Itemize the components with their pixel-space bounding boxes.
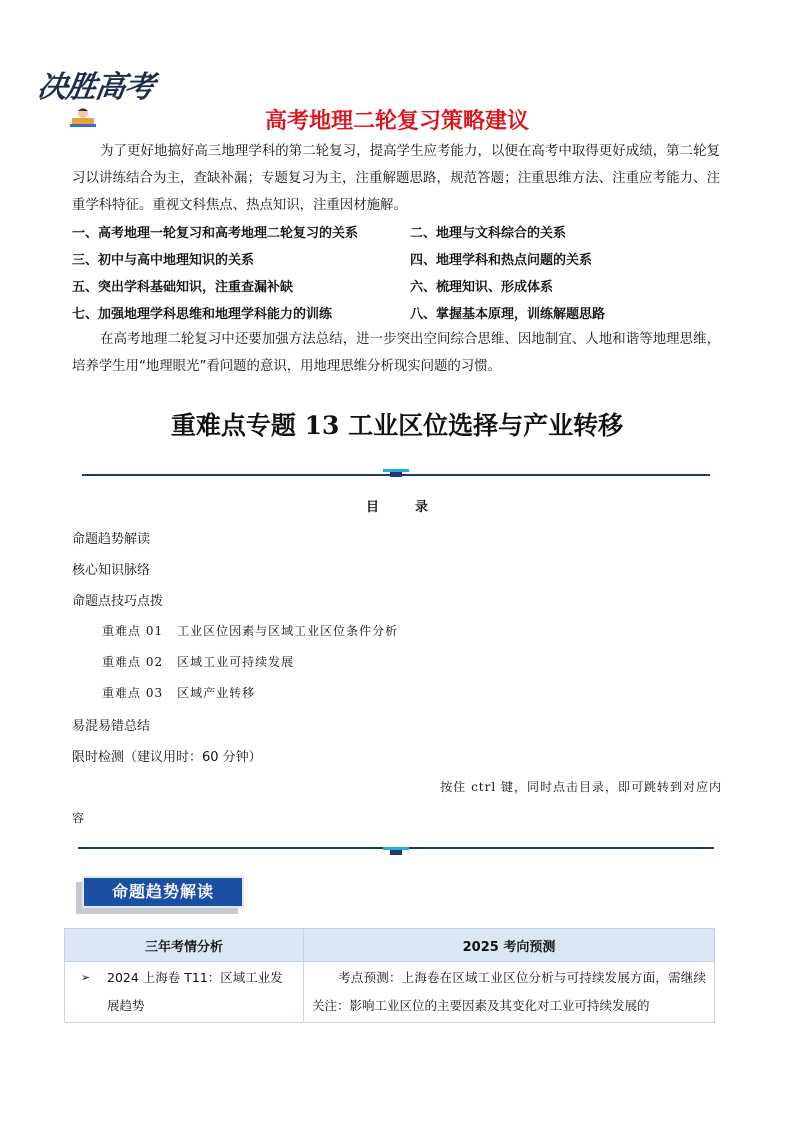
- intro-paragraph: [72, 138, 720, 219]
- toc-sub-title: 区域产业转移: [177, 686, 256, 700]
- forecast-text: 考点预测：上海卷在区域工业区位分析与可持续发展方面，需继续关注：影响工业区位的主要因素及其变化对工业可持续发展的: [312, 970, 706, 1013]
- divider-ornament: [383, 469, 409, 477]
- toc-link-mistakes[interactable]: 易混易错总结: [72, 719, 151, 734]
- exam-item: 2024 上海卷 T11：区域工业发展趋势: [107, 970, 283, 1013]
- toc-note-line2: 容: [72, 811, 86, 825]
- strategy-item: 一、高考地理一轮复习和高考地理二轮复习的关系: [72, 226, 359, 241]
- table-cell: [65, 962, 304, 1023]
- toc-sub-label: 重难点 02: [102, 655, 164, 669]
- toc-sub-label: 重难点 03: [102, 686, 164, 700]
- strategy-row: [72, 272, 732, 299]
- toc-link-skills[interactable]: 命题点技巧点拨: [72, 594, 164, 609]
- table-header: 三年考情分析: [65, 929, 304, 962]
- toc-link-trend[interactable]: 命题趋势解读: [72, 532, 151, 547]
- toc-link-point-01[interactable]: [102, 622, 398, 639]
- strategy-row: [72, 299, 732, 326]
- strategy-item: 八、掌握基本原理，训练解题思路: [410, 307, 606, 322]
- toc-heading: [0, 496, 794, 515]
- divider-ornament: [383, 847, 409, 855]
- toc-heading-char: 录: [415, 500, 429, 515]
- closing-paragraph: [72, 326, 720, 380]
- toc-link-point-02[interactable]: [102, 653, 294, 670]
- toc-heading-char: 目: [365, 500, 379, 515]
- strategy-item: 六、梳理知识、形成体系: [410, 280, 554, 295]
- toc-sub-title: 工业区位因素与区域工业区位条件分析: [177, 624, 399, 638]
- section-badge: [76, 876, 244, 914]
- section-badge-label: 命题趋势解读: [82, 876, 244, 908]
- toc-link-knowledge[interactable]: 核心知识脉络: [72, 563, 151, 578]
- main-title: 高考地理二轮复习策略建议: [264, 109, 529, 134]
- table-header: 2025 考向预测: [304, 929, 715, 962]
- strategy-item: 三、初中与高中地理知识的关系: [72, 253, 255, 268]
- toc-note-line1: 按住 ctrl 键，同时点击目录，即可跳转到对应内: [440, 780, 722, 794]
- toc-link-timed-test[interactable]: 限时检测（建议用时：60 分钟）: [72, 750, 262, 765]
- strategy-row: [72, 245, 732, 272]
- table-header-row: [65, 929, 715, 962]
- topic-title: 重难点专题 13 工业区位选择与产业转移: [170, 411, 624, 440]
- strategy-row: [72, 218, 732, 245]
- trend-table: [64, 928, 715, 1023]
- logo-text: 决胜高考: [35, 70, 156, 105]
- toc-sub-title: 区域工业可持续发展: [177, 655, 295, 669]
- strategy-grid: [72, 218, 732, 326]
- strategy-item: 四、地理学科和热点问题的关系: [410, 253, 593, 268]
- strategy-item: 二、地理与文科综合的关系: [410, 226, 567, 241]
- toc-sub-label: 重难点 01: [102, 624, 164, 638]
- table-cell: [304, 962, 715, 1023]
- table-row: [65, 962, 715, 1023]
- closing-text: 在高考地理二轮复习中还要加强方法总结，进一步突出空间综合思维、因地制宜、人地和谐等地理思维，培养学生用“地理眼光”看问题的意识，用地理思维分析现实问题的习惯。: [72, 332, 720, 374]
- arrow-bullet-icon: ➢: [81, 971, 91, 984]
- strategy-item: 七、加强地理学科思维和地理学科能力的训练: [72, 307, 333, 322]
- strategy-item: 五、突出学科基础知识，注重查漏补缺: [72, 280, 294, 295]
- toc-link-point-03[interactable]: [102, 684, 255, 701]
- intro-text: 为了更好地搞好高三地理学科的第二轮复习，提高学生应考能力，以便在高考中取得更好成绩，第二轮复习以讲练结合为主，查缺补漏；专题复习为主，注重解题思路，规范答题；注重思维方法、注重应考能力、注重学科特征。重视文科焦点、热点知识，注重因材施解。: [72, 144, 720, 213]
